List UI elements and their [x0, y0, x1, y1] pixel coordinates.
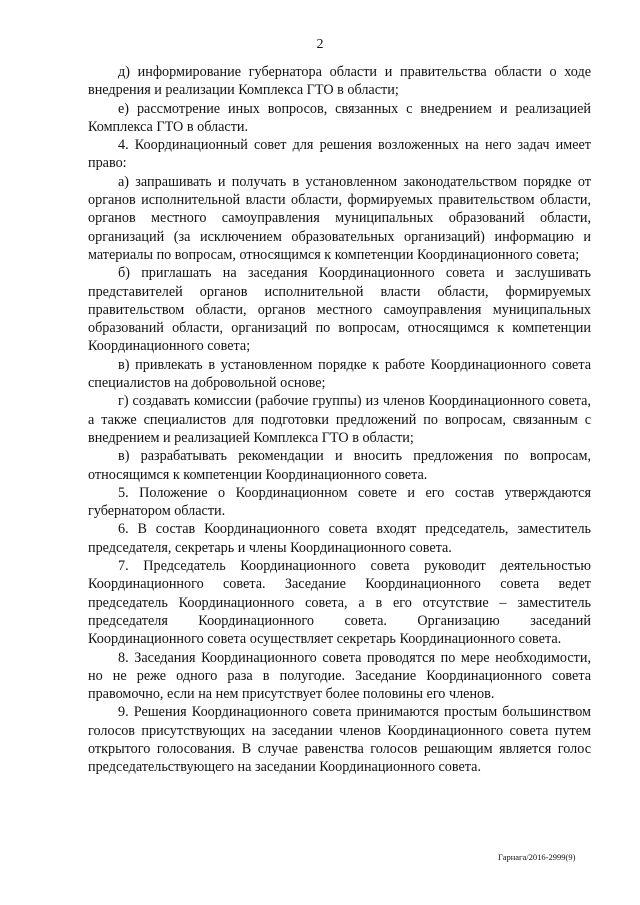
paragraph-e-other-issues: е) рассмотрение иных вопросов, связанных с внедрением и реализацией Комплекса ГТО в области. [88, 100, 591, 135]
paragraph-5-regulation: 5. Положение о Координационном совете и его состав утверждаются губернатором области. [88, 484, 591, 520]
page-number: 2 [316, 37, 324, 52]
paragraph-7-chairman: 7. Председатель Координационного совета руководит деятельностью Координационного совета. Заседание Координационного совета ведет председатель Координационного совета, а в его отсутствие – заместитель председателя Координационного совета. Организацию заседаний Координационного совета осуществляет секретарь Координационного совета. [88, 558, 591, 648]
paragraph-b-invite: б) приглашать на заседания Координационного совета и заслушивать представителей органов исполнительной власти области, формируемых правительством области, органов местного самоуправления муниципальных образований области, организаций по вопросам, относящимся к компетенции Координационного совета; [88, 265, 591, 355]
document-body [88, 63, 591, 777]
paragraph-g-commissions: г) создавать комиссии (рабочие группы) из членов Координационного совета, а также специалистов для подготовки предложений по вопросам, связанным с внедрением и реализацией Комплекса ГТО в области; [88, 393, 591, 446]
paragraph-4-rights: 4. Координационный совет для решения возложенных на него задач имеет право: [88, 137, 591, 172]
paragraph-v-involve: в) привлекать в установленном порядке к работе Координационного совета специалистов на добровольной основе; [88, 356, 591, 392]
paragraph-a-request-info: а) запрашивать и получать в установленном законодательством порядке от органов исполнительной власти области, формируемых правительством области, органов местного самоуправления муниципальных образований области, организаций (за исключением образовательных организаций) информацию и материалы по вопросам, относящимся к компетенции Координационного совета; [88, 173, 591, 263]
paragraph-6-composition: 6. В состав Координационного совета входят председатель, заместитель председателя, секретарь и члены Координационного совета. [88, 521, 591, 556]
paragraph-8-meetings: 8. Заседания Координационного совета проводятся по мере необходимости, но не реже одного раза в полугодие. Заседание Координационного совета правомочно, если на нем присутствует более половины его членов. [88, 649, 591, 703]
paragraph-d-informing: д) информирование губернатора области и правительства области о ходе внедрения и реализации Комплекса ГТО в области; [88, 64, 591, 99]
footer-code: Гарнага/2016-2999(9) [498, 852, 576, 862]
paragraph-9-decisions: 9. Решения Координационного совета принимаются простым большинством голосов присутствующих на заседании членов Координационного совета путем открытого голосования. В случае равенства голосов решающим является голос председательствующего на заседании Координационного совета. [88, 704, 591, 776]
paragraph-v-recommendations: в) разрабатывать рекомендации и вносить предложения по вопросам, относящимся к компетенции Координационного совета. [88, 448, 591, 483]
